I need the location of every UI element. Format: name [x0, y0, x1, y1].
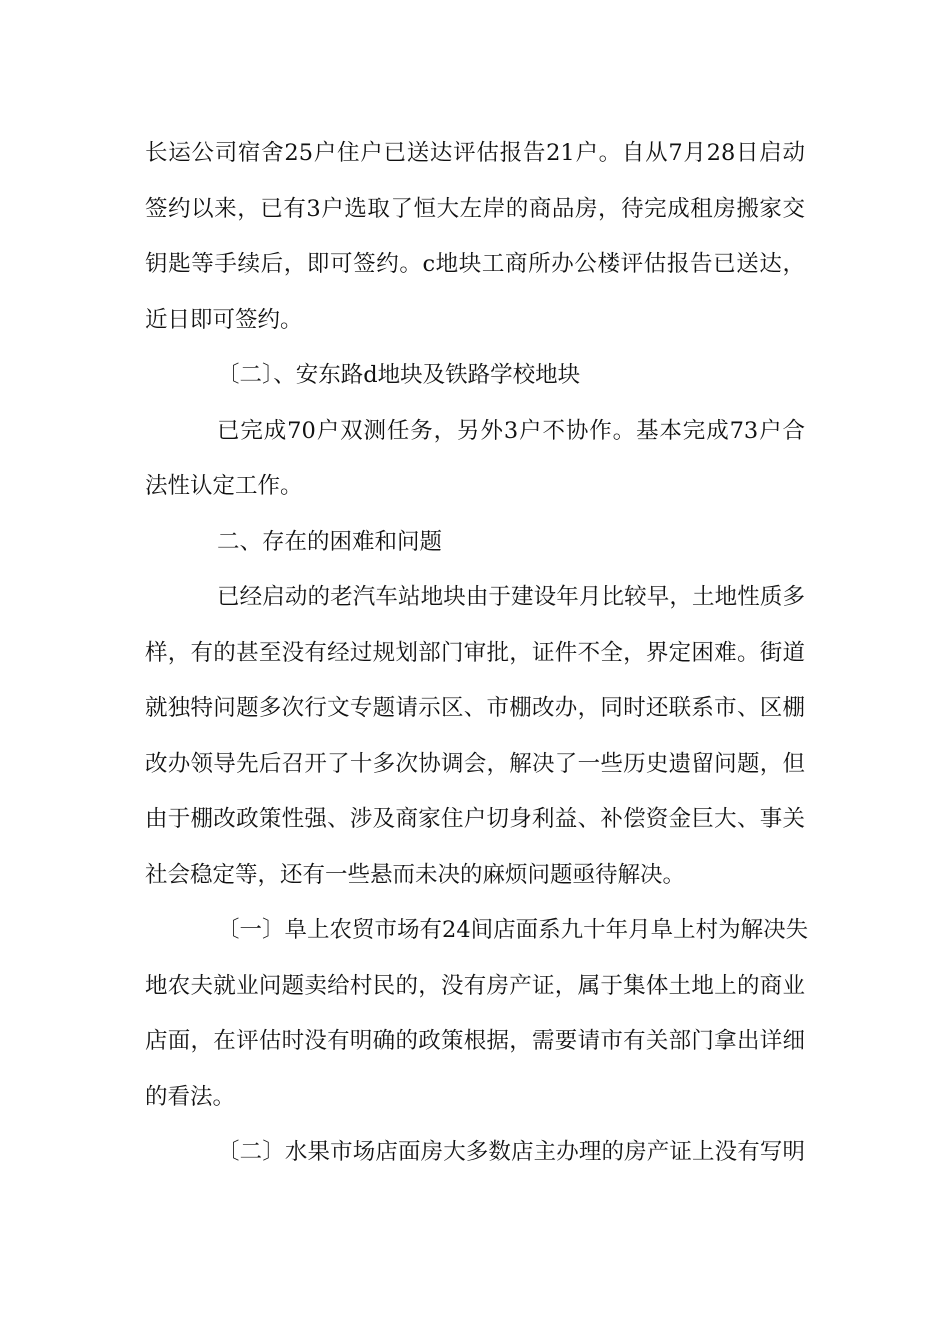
text-line: 长运公司宿舍25户住户已送达评估报告21户。自从7月28日启动 — [145, 140, 805, 166]
text-line: 法性认定工作。 — [145, 473, 303, 499]
text-line: 改办领导先后召开了十多次协调会，解决了一些历史遗留问题，但 — [145, 750, 805, 777]
text-line: 的看法。 — [145, 1083, 236, 1110]
text-line: 签约以来，已有3户选取了恒大左岸的商品房，待完成租房搬家交 — [145, 195, 805, 222]
text-line: 〔一〕阜上农贸市场有24间店面系九十年月阜上村为解决失 — [217, 917, 809, 943]
text-line: 〔二〕水果市场店面房大多数店主办理的房产证上没有写明 — [217, 1139, 805, 1165]
paragraph-survey-completion — [145, 404, 805, 515]
text-line: 由于棚改政策性强、涉及商家住户切身利益、补偿资金巨大、事关 — [145, 806, 805, 832]
text-line: 就独特问题多次行文专题请示区、市棚改办，同时还联系市、区棚 — [145, 695, 805, 721]
paragraph-fruit-market-issue — [145, 1125, 805, 1181]
document-body — [145, 126, 809, 1181]
text-line: 钥匙等手续后，即可签约。c地块工商所办公楼评估报告已送达， — [145, 251, 805, 277]
text-line: 地农夫就业问题卖给村民的，没有房产证，属于集体土地上的商业 — [145, 972, 805, 999]
text-line: 近日即可签约。 — [145, 306, 303, 333]
text-line: 店面，在评估时没有明确的政策根据，需要请市有关部门拿出详细 — [145, 1028, 805, 1054]
text-line: 〔二〕、安东路d地块及铁路学校地块 — [217, 362, 581, 388]
text-line: 社会稳定等，还有一些悬而未决的麻烦问题亟待解决。 — [145, 861, 686, 888]
text-line: 二、存在的困难和问题 — [217, 528, 443, 555]
paragraph-bus-station-issues — [145, 570, 805, 903]
paragraph-farm-market-issue — [145, 903, 809, 1125]
text-line: 已完成70户双测任务，另外3户不协作。基本完成73户合 — [217, 417, 805, 444]
paragraph-changyun-progress — [145, 126, 805, 348]
section-heading-difficulties — [145, 515, 805, 571]
text-line: 已经启动的老汽车站地块由于建设年月比较早，土地性质多 — [217, 584, 805, 610]
text-line: 样，有的甚至没有经过规划部门审批，证件不全，界定困难。街道 — [145, 639, 805, 666]
section-heading-andong-road — [145, 348, 805, 404]
